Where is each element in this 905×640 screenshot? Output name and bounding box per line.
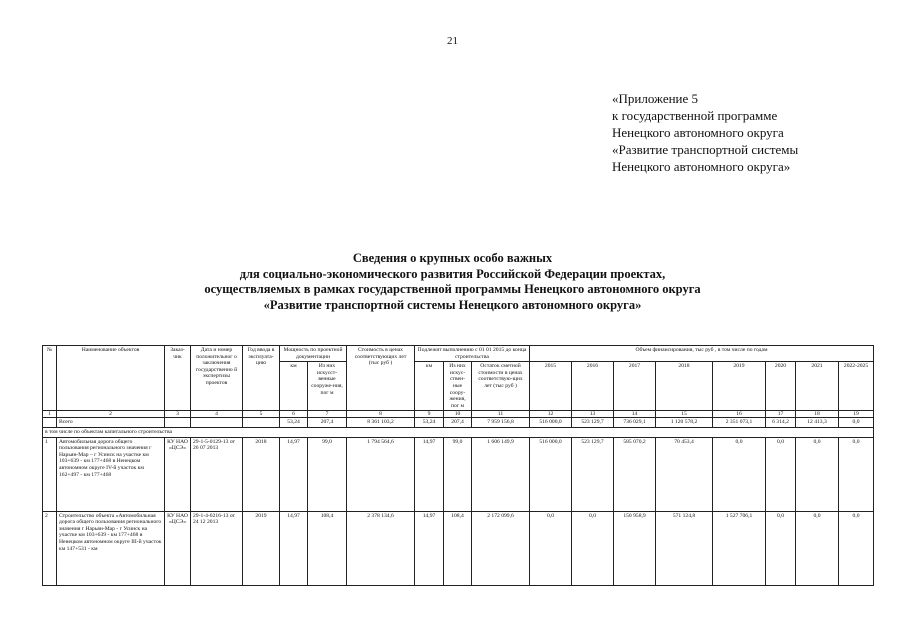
col-header-year: 2021 bbox=[796, 362, 839, 411]
col-header-remaining: Остаток сметной стоимости в ценах соответствую-щих лет (тыс руб ) bbox=[472, 362, 530, 411]
total-year-value: 736 029,1 bbox=[614, 418, 656, 428]
row-year-value: 0,0 bbox=[530, 511, 572, 585]
projects-table bbox=[42, 345, 874, 586]
row-year-value: 571 124,8 bbox=[656, 511, 713, 585]
row-km: 14,97 bbox=[280, 511, 308, 585]
row-year-value: 0,0 bbox=[796, 511, 839, 585]
page-number: 21 bbox=[447, 35, 458, 47]
column-index: 5 bbox=[243, 411, 280, 418]
row-num: 2 bbox=[43, 511, 57, 585]
total-km: 53,24 bbox=[280, 418, 308, 428]
total-done-artificial: 207,4 bbox=[444, 418, 472, 428]
row-customer: КУ НАО «ЦСЭ» bbox=[165, 511, 191, 585]
col-header-year: 2022-2025 bbox=[839, 362, 874, 411]
col-header-year: 2017 bbox=[614, 362, 656, 411]
title-line: Сведения о крупных особо важных bbox=[352, 251, 553, 265]
col-header-year: 2016 bbox=[572, 362, 614, 411]
row-expertise: 29-1-4-0216-13 от 24 12 2013 bbox=[191, 511, 243, 585]
col-header-cost: Стоимость в ценах соответствующих лет (тыс руб ) bbox=[347, 346, 415, 411]
table-row bbox=[43, 437, 874, 511]
col-header-capacity-km: км bbox=[280, 362, 308, 411]
row-done-km: 14,97 bbox=[415, 437, 444, 511]
col-header-done: Подлежит выполнению с 01 01 2015 до конца строительства bbox=[415, 346, 530, 362]
total-year-value: 516 000,0 bbox=[530, 418, 572, 428]
col-header-year: 2018 bbox=[656, 362, 713, 411]
total-year-value: 6 314,2 bbox=[766, 418, 796, 428]
column-index: 10 bbox=[444, 411, 472, 418]
appendix-line: «Приложение 5 bbox=[612, 91, 699, 106]
row-remaining: 1 606 149,9 bbox=[472, 437, 530, 511]
column-index: 12 bbox=[530, 411, 572, 418]
row-year-value: 0,0 bbox=[766, 437, 796, 511]
column-index: 6 bbox=[280, 411, 308, 418]
column-index: 8 bbox=[347, 411, 415, 418]
col-header-commissioning: Год ввода в эксплуата-цию bbox=[243, 346, 280, 411]
row-km: 14,97 bbox=[280, 437, 308, 511]
table-row bbox=[43, 511, 874, 585]
row-cost: 1 794 564,6 bbox=[347, 437, 415, 511]
col-header-year: 2015 bbox=[530, 362, 572, 411]
row-object-name: Автомобильная дорога общего пользования регионального значения г Нарьян-Мар – г Усинск на участке км 103+639 - км 177+468 в Ненецком автономном округе IV-й участок км 162+497 - км 177+468 bbox=[57, 437, 165, 511]
row-year-value: 0,0 bbox=[839, 437, 874, 511]
row-year-value: 0,0 bbox=[572, 511, 614, 585]
col-header-customer: Заказ-чик bbox=[165, 346, 191, 411]
section-row bbox=[43, 427, 874, 437]
total-year-value: 12 413,3 bbox=[796, 418, 839, 428]
column-index: 13 bbox=[572, 411, 614, 418]
row-year-value: 150 958,9 bbox=[614, 511, 656, 585]
total-done-km: 53,24 bbox=[415, 418, 444, 428]
row-cost: 2 378 134,6 bbox=[347, 511, 415, 585]
row-object-name: Строительство объекта «Автомобильная дорога общего пользования регионального значения г Нарьян-Мар - г Усинск на участке км 103+639 - км 177+468 в Ненецком автономном округе III-й участок км 147+531 - км bbox=[57, 511, 165, 585]
col-header-name: Наименование объектов bbox=[57, 346, 165, 411]
col-header-year: 2020 bbox=[766, 362, 796, 411]
total-year-value: 523 129,7 bbox=[572, 418, 614, 428]
column-index: 14 bbox=[614, 411, 656, 418]
row-year-value: 1 527 706,1 bbox=[713, 511, 766, 585]
row-num: 1 bbox=[43, 437, 57, 511]
row-customer: КУ НАО «ЦСЭ» bbox=[165, 437, 191, 511]
column-index: 3 bbox=[165, 411, 191, 418]
column-index: 11 bbox=[472, 411, 530, 418]
total-year-value: 1 120 578,2 bbox=[656, 418, 713, 428]
row-year-value: 585 070,2 bbox=[614, 437, 656, 511]
row-year-value: 0,0 bbox=[766, 511, 796, 585]
title-line: «Развитие транспортной системы Ненецкого автономного округа» bbox=[263, 297, 642, 312]
row-commissioning-year: 2018 bbox=[243, 437, 280, 511]
appendix-line: «Развитие транспортной системы bbox=[612, 142, 799, 157]
total-year-value: 2 351 073,1 bbox=[713, 418, 766, 428]
appendix-line: Ненецкого автономного округа bbox=[612, 125, 784, 140]
total-artificial: 207,4 bbox=[308, 418, 347, 428]
column-index: 4 bbox=[191, 411, 243, 418]
total-label: Всего bbox=[57, 418, 165, 428]
column-index: 9 bbox=[415, 411, 444, 418]
total-cost: 8 361 103,2 bbox=[347, 418, 415, 428]
total-row bbox=[43, 418, 874, 428]
column-index: 16 bbox=[713, 411, 766, 418]
column-index: 19 bbox=[839, 411, 874, 418]
row-year-value: 0,0 bbox=[796, 437, 839, 511]
appendix-line: к государственной программе bbox=[612, 108, 778, 123]
col-header-capacity: Мощность по проектной документации bbox=[280, 346, 347, 362]
table-header-row bbox=[43, 346, 874, 362]
col-header-done-km: км bbox=[415, 362, 444, 411]
row-artificial: 99,0 bbox=[308, 437, 347, 511]
row-year-value: 0,0 bbox=[713, 437, 766, 511]
column-index-row bbox=[43, 411, 874, 418]
row-year-value: 0,0 bbox=[839, 511, 874, 585]
col-header-expertise: Дата и номер положительног о заключения государственно й экспертизы проектов bbox=[191, 346, 243, 411]
total-remaining: 7 959 156,8 bbox=[472, 418, 530, 428]
row-artificial: 108,4 bbox=[308, 511, 347, 585]
col-header-capacity-artificial: Из них искусст-венные сооруже-ния, пог м bbox=[308, 362, 347, 411]
total-year-value: 0,0 bbox=[839, 418, 874, 428]
row-remaining: 2 172 099,6 bbox=[472, 511, 530, 585]
column-index: 7 bbox=[308, 411, 347, 418]
appendix-header bbox=[612, 90, 798, 175]
col-header-financing: Объем финансирования, тыс руб , в том числе по годам bbox=[530, 346, 874, 362]
col-header-num: № bbox=[43, 346, 57, 411]
col-header-done-artificial: Из них искус-ствен-ные соору-жения, пог м bbox=[444, 362, 472, 411]
column-index: 1 bbox=[43, 411, 57, 418]
document-title bbox=[0, 251, 905, 313]
column-index: 17 bbox=[766, 411, 796, 418]
row-expertise: 29-1-5-0129-13 от 26 07 2013 bbox=[191, 437, 243, 511]
row-year-value: 516 000,0 bbox=[530, 437, 572, 511]
row-year-value: 70 453,4 bbox=[656, 437, 713, 511]
appendix-line: Ненецкого автономного округа» bbox=[612, 159, 791, 174]
col-header-year: 2019 bbox=[713, 362, 766, 411]
title-line: для социально-экономического развития Российской Федерации проектах, bbox=[239, 266, 666, 281]
row-done-artificial: 108,4 bbox=[444, 511, 472, 585]
row-year-value: 523 129,7 bbox=[572, 437, 614, 511]
row-done-artificial: 99,0 bbox=[444, 437, 472, 511]
column-index: 18 bbox=[796, 411, 839, 418]
row-commissioning-year: 2019 bbox=[243, 511, 280, 585]
section-label: в том числе по объектам капитального строительства bbox=[43, 427, 874, 437]
column-index: 2 bbox=[57, 411, 165, 418]
title-line: осуществляемых в рамках государственной программы Ненецкого автономного округа bbox=[204, 282, 701, 296]
column-index: 15 bbox=[656, 411, 713, 418]
row-done-km: 14,97 bbox=[415, 511, 444, 585]
